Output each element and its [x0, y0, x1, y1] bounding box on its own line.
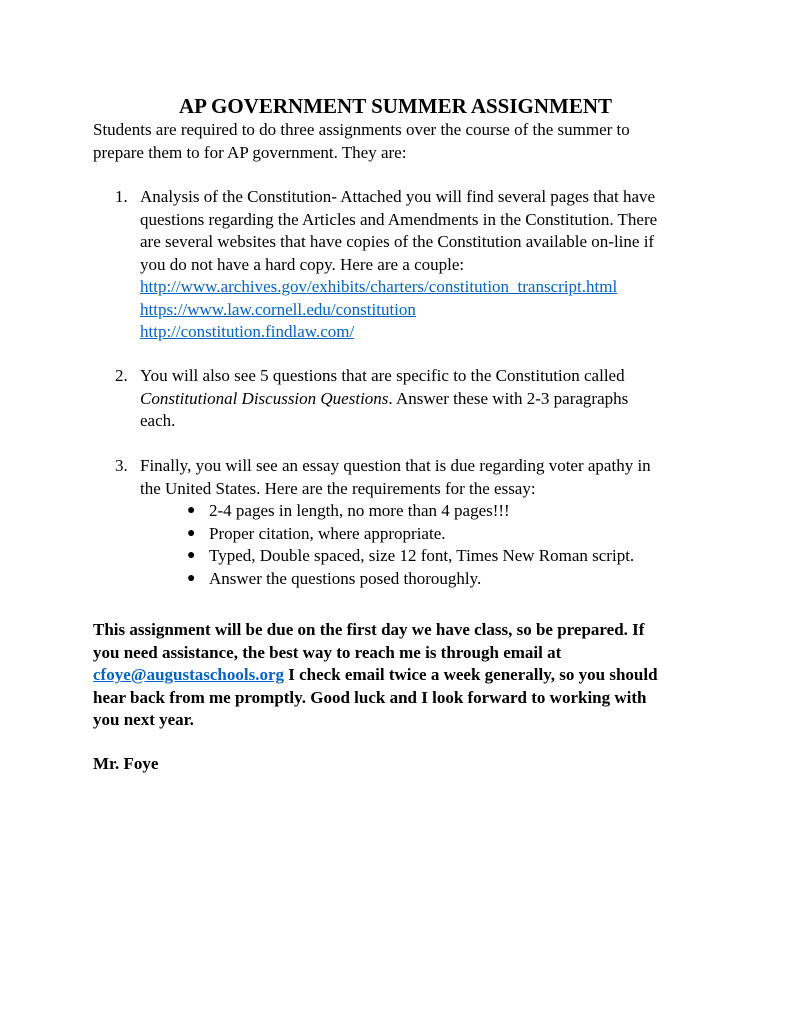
closing-paragraph: [93, 619, 713, 732]
list-item-line: are several websites that have copies of the Constitution available on-line if: [140, 232, 655, 251]
closing-line: you need assistance, the best way to reach me is through email at: [93, 642, 562, 662]
list-item-number: 3.: [115, 456, 128, 475]
list-item-line: Finally, you will see an essay question that is due regarding voter apathy in: [140, 456, 651, 475]
archives-constitution-link[interactable]: http://www.archives.gov/exhibits/charters/constitution_transcript.html: [140, 277, 618, 296]
list-item-number: 1.: [115, 187, 128, 206]
list-item-body: [140, 365, 710, 433]
intro-paragraph: [93, 119, 713, 164]
findlaw-constitution-link[interactable]: http://constitution.findlaw.com/: [140, 322, 355, 341]
list-item-line: each.: [140, 411, 176, 430]
bullet-item: [140, 545, 710, 568]
closing-line: you next year.: [93, 710, 194, 729]
list-item-line: Analysis of the Constitution- Attached you will find several pages that have: [140, 187, 656, 206]
bullet-item: [140, 523, 710, 546]
bullet-item: [140, 568, 710, 591]
list-item-body: [140, 186, 710, 344]
bullet-icon: ●: [187, 525, 196, 541]
cornell-constitution-link[interactable]: https://www.law.cornell.edu/constitution: [140, 299, 416, 319]
list-item-number: 2.: [115, 366, 128, 385]
intro-line: prepare them to for AP government. They are:: [93, 142, 407, 162]
list-item-text: . Answer these with 2-3 paragraphs: [388, 388, 629, 408]
discussion-questions-title: Constitutional Discussion Questions: [140, 388, 389, 408]
signature: Mr. Foye: [93, 754, 159, 773]
bullet-icon: ●: [187, 503, 196, 518]
closing-line: hear back from me promptly. Good luck and I look forward to working with: [93, 687, 647, 707]
bullet-text: Proper citation, where appropriate.: [209, 523, 446, 543]
list-item-line: you do not have a hard copy. Here are a couple:: [140, 254, 465, 274]
bullet-text: Answer the questions posed thoroughly.: [209, 568, 482, 588]
list-item-body: [140, 455, 710, 590]
page-title: AP GOVERNMENT SUMMER ASSIGNMENT: [178, 94, 613, 118]
closing-text: I check email twice a week generally, so you should: [284, 665, 658, 684]
email-link[interactable]: cfoye@augustaschools.org: [93, 665, 285, 684]
list-item-line: the United States. Here are the requirements for the essay:: [140, 478, 536, 498]
bullet-icon: ●: [187, 548, 196, 563]
list-item-line: questions regarding the Articles and Amendments in the Constitution. There: [140, 209, 658, 229]
list-item-line: [140, 388, 710, 411]
bullet-text: 2-4 pages in length, no more than 4 pages!!!: [209, 501, 510, 520]
intro-line: Students are required to do three assignments over the course of the summer to: [93, 120, 630, 139]
bullet-text: Typed, Double spaced, size 12 font, Times New Roman script.: [209, 546, 635, 565]
list-item-line: You will also see 5 questions that are specific to the Constitution called: [140, 366, 625, 385]
essay-requirements-list: [140, 500, 710, 590]
bullet-item: [140, 500, 710, 523]
closing-line: This assignment will be due on the first day we have class, so be prepared. If: [93, 620, 645, 639]
bullet-icon: ●: [187, 570, 196, 586]
closing-line: [93, 664, 713, 687]
